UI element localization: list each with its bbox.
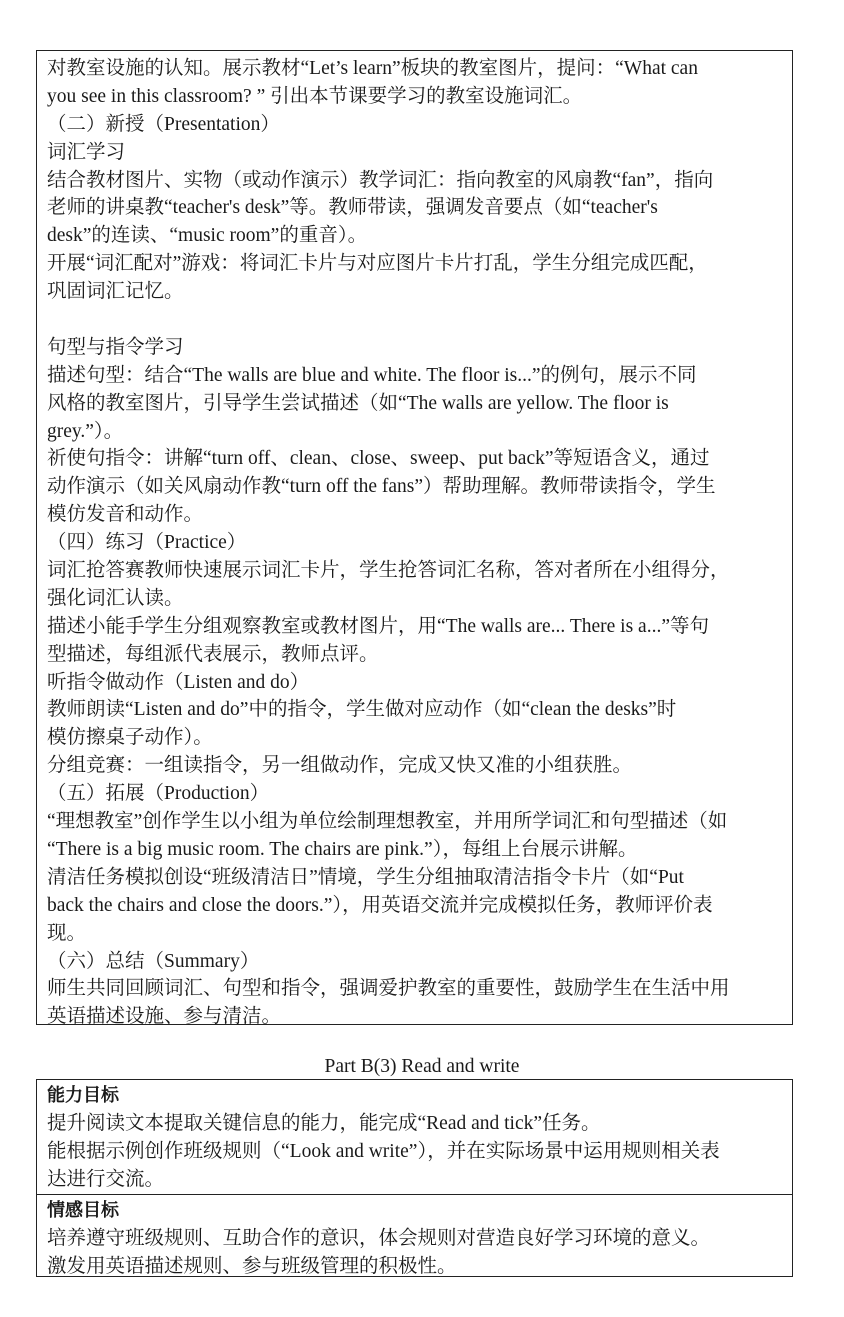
text-line: 模仿擦桌子动作）。 [47,727,213,749]
blank-line [47,306,782,334]
text-line: 分组竞赛：一组读指令，另一组做动作，完成又快又准的小组获胜。 [47,755,633,777]
text-line: 师生共同回顾词汇、句型和指令，强调爱护教室的重要性，鼓励学生在生活中用 [47,978,730,1000]
text-line: 描述小能手学生分组观察教室或教材图片，用“The walls are... There is a...”等句 [47,615,709,637]
text-line: 模仿发音和动作。 [47,504,204,526]
part-caption: Part B(3) Read and write [324,1056,520,1077]
text-line: 培养遵守班级规则、互助合作的意识，体会规则对营造良好学习环境的意义。 [47,1227,711,1249]
text-line: 动作演示（如关风扇动作教“turn off the fans”）帮助理解。教师带读指令，学生 [47,476,716,498]
objectives-box [36,1079,793,1277]
subheading-vocabulary: 词汇学习 [47,141,126,163]
section-heading-summary: （六）总结（Summary） [47,950,260,972]
text-line: grey.”）。 [47,420,124,442]
ability-goals-title: 能力目标 [47,1085,119,1106]
text-line: 描述句型：结合“The walls are blue and white. The floor is...”的例句，展示不同 [47,364,697,386]
text-line: 巩固词汇记忆。 [47,281,184,303]
lesson-procedure-box [36,50,793,1028]
text-line: 词汇抢答赛教师快速展示词汇卡片，学生抢答词汇名称，答对者所在小组得分， [47,560,730,582]
text-line: 英语描述设施、参与清洁。 [47,1006,282,1028]
ability-goals-section [37,1080,792,1195]
text-line: 能根据示例创作班级规则（“Look and write”），并在实际场景中运用规则相关表 [47,1140,720,1162]
text-line: 祈使句指令：讲解“turn off、clean、close、sweep、put back”等短语含义，通过 [47,448,710,470]
text-line: 型描述，每组派代表展示，教师点评。 [47,643,379,665]
section-heading-presentation: （二）新授（Presentation） [47,113,280,135]
text-line: 对教室设施的认知。展示教材“Let’s learn”板块的教室图片，提问：“What can [47,58,698,79]
text-line: 提升阅读文本提取关键信息的能力，能完成“Read and tick”任务。 [47,1113,601,1134]
emotion-goals-section [37,1195,792,1281]
text-line: 结合教材图片、实物（或动作演示）教学词汇：指向教室的风扇教“fan”，指向 [47,169,714,191]
text-line: you see in this classroom? ” 引出本节课要学习的教室设施词汇。 [47,85,583,107]
text-line: back the chairs and close the doors.”），用英语交流并完成模拟任务，教师评价表 [47,894,713,916]
text-line: 激发用英语描述规则、参与班级管理的积极性。 [47,1255,457,1277]
text-line: 风格的教室图片，引导学生尝试描述（如“The walls are yellow. The floor is [47,392,669,414]
text-line: 教师朗读“Listen and do”中的指令，学生做对应动作（如“clean the desks”时 [47,699,677,721]
text-line: “There is a big music room. The chairs are pink.”），每组上台展示讲解。 [47,838,638,860]
text-line: “理想教室”创作学生以小组为单位绘制理想教室，并用所学词汇和句型描述（如 [47,811,728,833]
text-line: 现。 [47,922,87,944]
subheading-sentences: 句型与指令学习 [47,336,184,358]
text-line: 强化词汇认读。 [47,587,184,609]
emotion-goals-title: 情感目标 [47,1199,119,1221]
text-line: 清洁任务模拟创设“班级清洁日”情境，学生分组抽取清洁指令卡片（如“Put [47,866,684,888]
text-line: 达进行交流。 [47,1168,165,1190]
text-line: desk”的连读、“music room”的重音）。 [47,225,368,247]
text-line: 开展“词汇配对”游戏：将词汇卡片与对应图片卡片打乱，学生分组完成匹配， [47,253,708,275]
text-line: 老师的讲桌教“teacher's desk”等。教师带读，强调发音要点（如“teacher's [47,197,658,219]
subheading-listen-and-do: 听指令做动作（Listen and do） [47,671,310,693]
section-heading-production: （五）拓展（Production） [47,783,270,805]
section-heading-practice: （四）练习（Practice） [47,532,247,554]
